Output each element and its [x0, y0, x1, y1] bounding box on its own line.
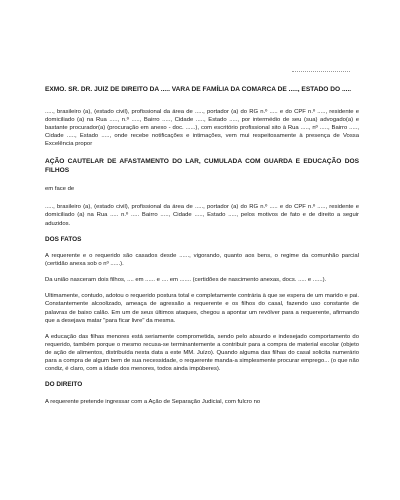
section-title-law: DO DIREITO — [45, 381, 83, 389]
facts-paragraph-4: A educação das filhas menores está seriamente comprometida, sendo pelo absurdo e indesejado comportamento do requerido, também porque o mesmo recusa-se terminantemente a contribuir para a compra de material escolar (objeto de ação de alimentos, distribuída nesta data a este MM. Juízo). Quando alguma das filhas do casal solicita numerário para a compra de algum bem de sua necessidade, o requerente manda-a simplesmente procurar emprego... (o que não condiz, é claro, com a idade dos menores, todos ainda impúberes). — [45, 333, 359, 373]
document-body — [45, 86, 359, 406]
defendant-qualification: ....., brasileiro (a), (estado civil), profissional da área de ....., portador (a) do RG n.º ..... e do CPF n.º ....., residente e domiciliado (a) na Rua ..... n.º ..... Bairro ....., Cidade ....., Estado ....., pelos motivos de fato e de direito a seguir aduzidos. — [45, 204, 359, 227]
facts-paragraph-2: Da união nasceram dois filhos, .... em ...... e .... em ....... (certidões de nascimento anexas, docs. ..... e ......). — [45, 277, 327, 284]
facts-paragraph-1: A requerente e o requerido são casados desde ......, vigorando, quanto aos bens, o regime da comunhão parcial (certidão anexa sob o nº ......). — [45, 253, 359, 268]
petitioner-qualification: ....., brasileiro (a), (estado civil), profissional da área de ....., portador (a) do RG n.º ..... e do CPF n.º ....., residente e domiciliado (a) na Rua ....., n.º ....., Bairro ....., Cidade ....., Estado ....., por intermédio de seu (sua) advogado(a) e bastante procurador(a) (procuração em anexo - doc. ......), com escritório profissional sito à Rua ....., nº ....., Bairro ....., Cidade ....., Estado ....., onde recebe notificações e intimações, vem mui respeitosamente à presença de Vossa Excelência propor — [45, 108, 359, 147]
facts-paragraph-3: Ultimamente, contudo, adotou o requerido postura total e completamente contrária à que se espera de um marido e pai. Constantemente alcoolizado, ameaça de agressão a requerente e os filhos do casal, fazendo uso constante de palavras de baixo calão. Em um de seus últimos ataques, chegou a apontar um revólver para a requerente, afirmando que a desejava matar "para ficar livre" da mesma. — [45, 293, 359, 324]
court-address-heading: EXMO. SR. DR. JUIZ DE DIREITO DA ..... VARA DE FAMÍLIA DA COMARCA DE ....., ESTADO DO ..... — [45, 86, 352, 93]
corner-dotted-rule — [292, 71, 350, 72]
against-label: em face de — [45, 186, 75, 193]
action-title: AÇÃO CAUTELAR DE AFASTAMENTO DO LAR, CUMULADA COM GUARDA E EDUCAÇÃO DOS FILHOS — [45, 158, 359, 174]
law-paragraph-1: A requerente pretende ingressar com a Ação de Separação Judicial, com fulcro no — [45, 398, 261, 405]
section-title-facts: DOS FATOS — [45, 235, 82, 243]
